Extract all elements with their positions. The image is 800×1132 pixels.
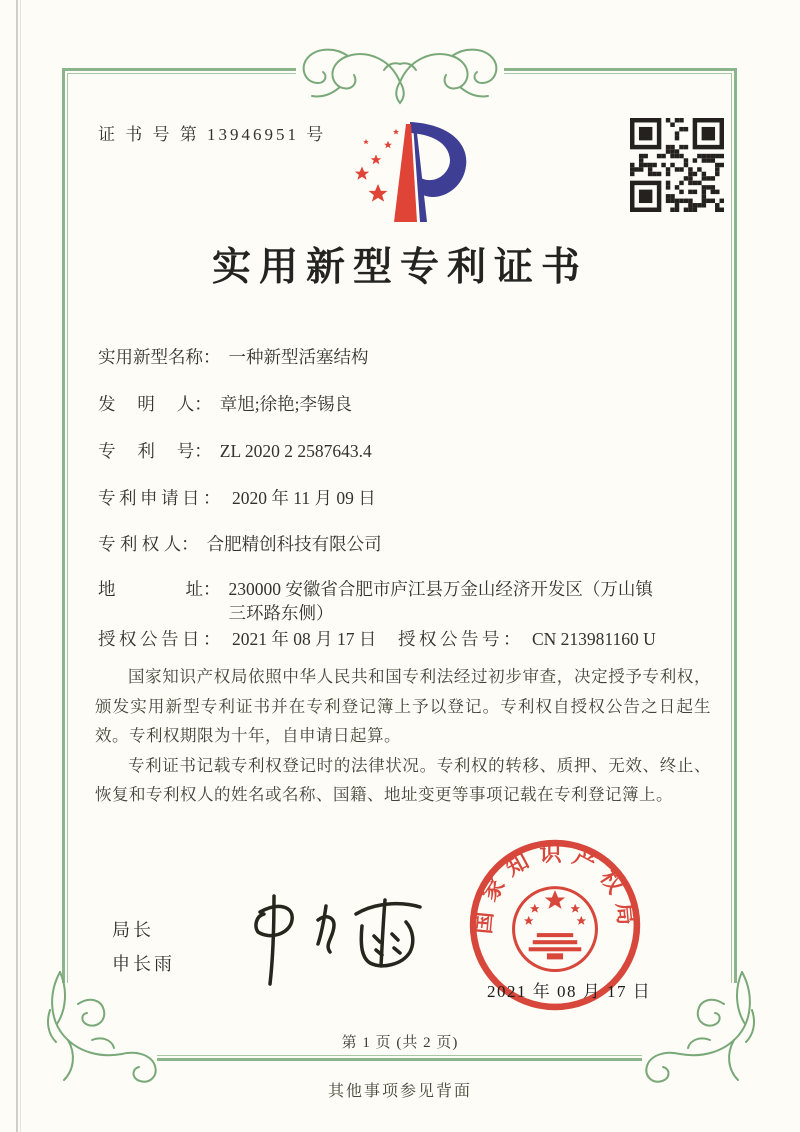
field-label: 授权公告日：: [98, 629, 224, 649]
legal-text-block: [95, 662, 711, 810]
director-signature: [222, 886, 432, 990]
legal-paragraph-2: 专利证书记载专利权登记时的法律状况。专利权的转移、质押、无效、终止、恢复和专利权人的姓名或名称、国籍、地址变更等事项记载在专利登记簿上。: [95, 755, 711, 804]
field-value: ZL 2020 2 2587643.4: [219, 441, 372, 461]
director-name: 申长雨: [112, 954, 175, 974]
page-number: 第 1 页 (共 2 页): [341, 1035, 459, 1051]
field-value: 合肥精创科技有限公司: [206, 534, 382, 554]
field-label: 专利申请日：: [98, 488, 224, 508]
field-value: 一种新型活塞结构: [228, 347, 369, 367]
scan-edge-line: [16, 0, 18, 1132]
field-value: CN 213981160 U: [532, 629, 656, 649]
certificate-title: 实用新型专利证书: [211, 246, 588, 289]
director-title: 局长: [112, 920, 154, 940]
grant-number-group: [398, 626, 656, 651]
field-label: 专 利 号：: [98, 441, 212, 461]
field-value: 章旭;徐艳;李锡良: [219, 394, 352, 414]
field-label: 地 址：: [98, 579, 221, 599]
field-row-application-date: [98, 485, 376, 510]
qr-code: [630, 118, 724, 212]
cnipa-logo-icon: [336, 112, 470, 232]
field-row-grant: [98, 626, 656, 651]
bottom-left-flourish-ornament-icon: [38, 966, 170, 1088]
field-value: 2020 年 11 月 09 日: [232, 488, 376, 508]
back-side-note: 其他事项参见背面: [327, 1083, 472, 1100]
seal-date: 2021 年 08 月 17 日: [487, 982, 652, 1001]
certificate-number: 证 书 号 第 13946951 号: [98, 125, 327, 144]
field-label: 发 明 人：: [98, 394, 212, 414]
field-row-patentee: [98, 531, 382, 556]
field-row-address: [98, 577, 658, 625]
scan-edge-line-2: [20, 0, 21, 1132]
top-flourish-ornament-icon: [272, 42, 528, 106]
field-row-name: [98, 344, 369, 369]
field-label: 授权公告号：: [398, 629, 524, 649]
bottom-right-flourish-ornament-icon: [632, 966, 764, 1088]
field-row-patent-number: [98, 438, 372, 463]
seal-text: 国家知识产权局: [470, 841, 640, 936]
field-row-inventors: [98, 391, 352, 416]
field-label: 专 利 权 人：: [98, 534, 199, 554]
field-value: 230000 安徽省合肥市庐江县万金山经济开发区（万山镇三环路东侧）: [228, 579, 653, 623]
field-label: 实用新型名称：: [98, 347, 221, 367]
legal-paragraph-1: 国家知识产权局依照中华人民共和国专利法经过初步审查，决定授予专利权，颁发实用新型专利证书并在专利登记簿上予以登记。专利权自授权公告之日起生效。专利权期限为十年，自申请日起算。: [95, 667, 711, 745]
field-value: 2021 年 08 月 17 日: [232, 629, 377, 649]
